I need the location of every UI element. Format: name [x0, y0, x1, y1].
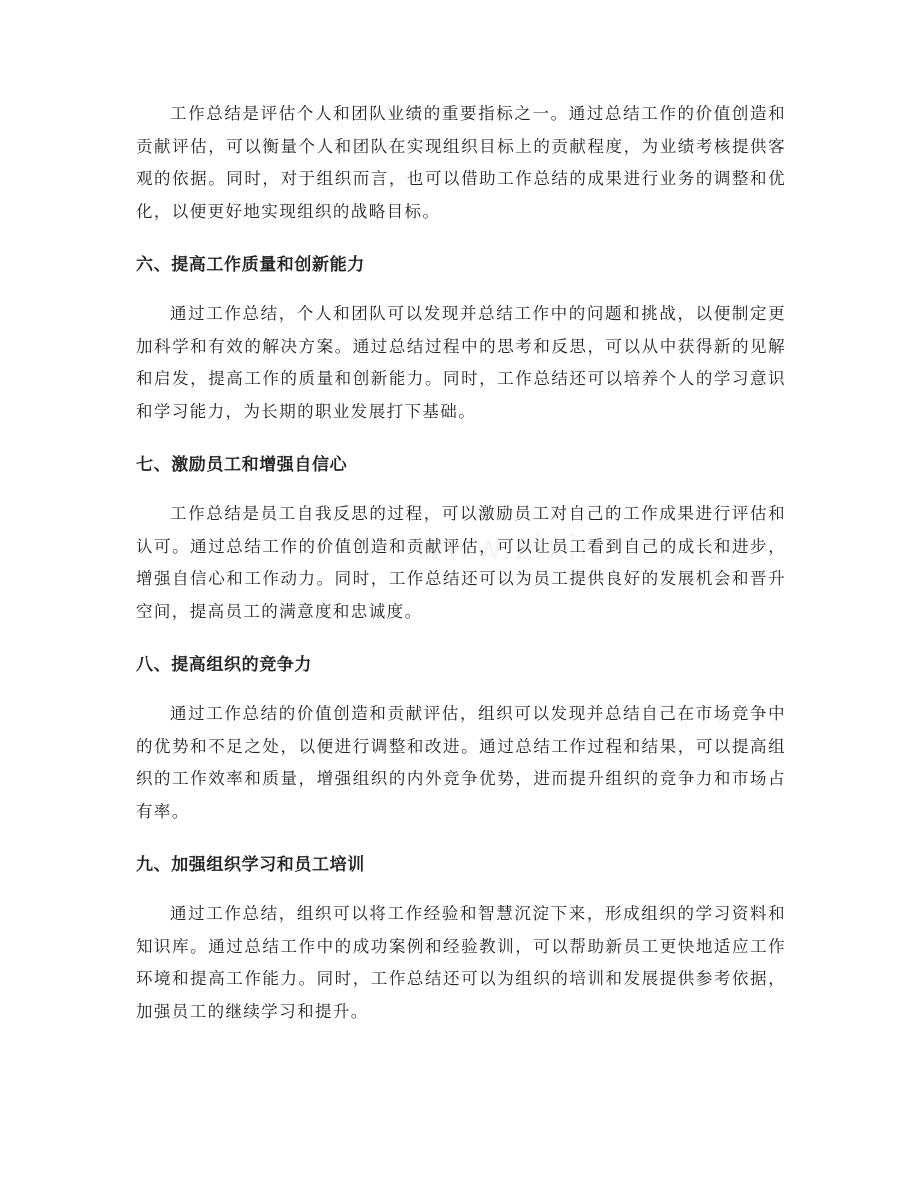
section-body-9: 通过工作总结，组织可以将工作经验和智慧沉淀下来，形成组织的学习资料和知识库。通过总结工作中的成功案例和经验教训，可以帮助新员工更快地适应工作环境和提高工作能力。同时，工作总结还可以为组织的培训和发展提供参考依据，加强员工的继续学习和提升。 [136, 904, 786, 1021]
section-body-7: 工作总结是员工自我反思的过程，可以激励员工对自己的工作成果进行评估和认可。通过总结工作的价值创造和贡献评估，可以让员工看到自己的成长和进步，增强自信心和工作动力。同时，工作总结还可以为员工提供良好的发展机会和晋升空间，提高员工的满意度和忠诚度。 [136, 504, 786, 621]
intro-paragraph: 工作总结是评估个人和团队业绩的重要指标之一。通过总结工作的价值创造和贡献评估，可以衡量个人和团队在实现组织目标上的贡献程度，为业绩考核提供客观的依据。同时，对于组织而言，也可以借助工作总结的成果进行业务的调整和优化，以便更好地实现组织的战略目标。 [136, 104, 786, 221]
section-heading-9: 九、加强组织学习和员工培训 [136, 855, 365, 875]
document-page [136, 98, 786, 1028]
section-body-6: 通过工作总结，个人和团队可以发现并总结工作中的问题和挑战，以便制定更加科学和有效的解决方案。通过总结过程中的思考和反思，可以从中获得新的见解和启发，提高工作的质量和创新能力。同时，工作总结还可以培养个人的学习意识和学习能力，为长期的职业发展打下基础。 [136, 304, 786, 421]
section-heading-8: 八、提高组织的竞争力 [136, 655, 312, 675]
section-heading-6: 六、提高工作质量和创新能力 [136, 255, 365, 275]
section-body-8: 通过工作总结的价值创造和贡献评估，组织可以发现并总结自己在市场竞争中的优势和不足之处，以便进行调整和改进。通过总结工作过程和结果，可以提高组织的工作效率和质量，增强组织的内外竞争优势，进而提升组织的竞争力和市场占有率。 [136, 704, 786, 821]
section-heading-7: 七、激励员工和增强自信心 [136, 455, 348, 475]
